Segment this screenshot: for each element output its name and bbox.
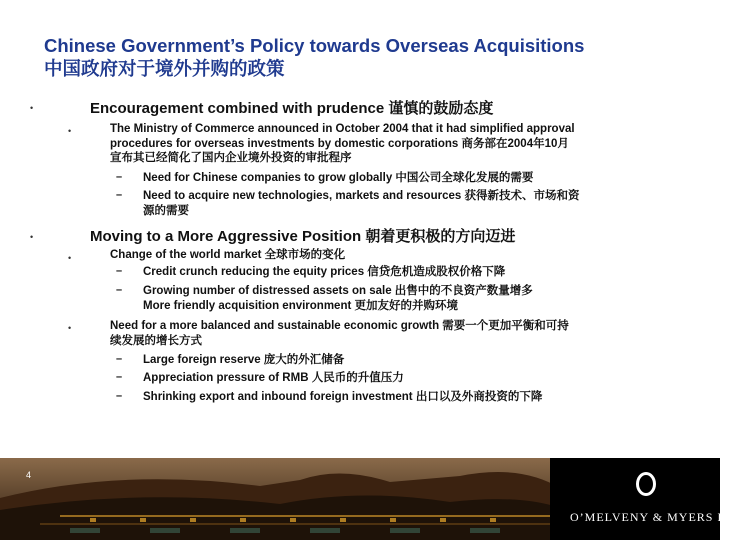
logo-ring-icon [636,472,656,496]
bullet-icon: • [68,253,72,263]
title-chinese: 中国政府对于境外并购的政策 [44,58,285,79]
text-line: 续发展的增长方式 [110,334,202,347]
section1-item1 [110,122,685,166]
bullet-icon: • [30,103,34,113]
section2-item2 [110,319,685,348]
section1-heading: Encouragement combined with prudence 谨慎的鼓励态度 [90,100,494,117]
bullet-icon: • [30,232,34,242]
logo [550,458,742,540]
section2-item1: Change of the world market 全球市场的变化 [110,249,346,261]
section2-item2-sub3: Shrinking export and inbound foreign investment 出口以及外商投资的下降 [143,391,543,403]
bullet-icon: • [68,323,72,333]
section1-sub2 [143,189,688,218]
section2-item1-sub1: Credit crunch reducing the equity prices 信贷危机造成股权价格下降 [143,266,506,278]
text-line: Growing number of distressed assets on sale 出售中的不良资产数量增多 [143,285,533,297]
dash-icon: – [116,265,123,277]
bullet-icon: • [68,126,72,136]
dash-icon: – [116,171,123,183]
dash-icon: – [116,390,123,402]
dash-icon: – [116,371,123,383]
page-number: 4 [26,470,32,480]
dash-icon: – [116,353,123,365]
title-english: Chinese Government’s Policy towards Overseas Acquisitions [44,35,585,56]
text-line: 宣布其已经简化了国内企业境外投资的审批程序 [110,152,352,164]
slide-title [44,34,704,80]
section2-item1-sub2 [143,284,688,313]
text-line: Need for a more balanced and sustainable economic growth 需要一个更加平衡和可持 [110,320,569,332]
logo-text: O’MELVENY & MYERS LLP [570,510,742,524]
section1-sub1: Need for Chinese companies to grow globally 中国公司全球化发展的需要 [143,172,534,184]
section2-item2-sub1: Large foreign reserve 庞大的外汇储备 [143,354,345,366]
dash-icon: – [116,284,123,296]
text-line: Need to acquire new technologies, markets and resources 获得新技术、市场和资 [143,190,580,202]
text-line: 源的需要 [143,204,189,217]
dash-icon: – [116,189,123,201]
text-line: More friendly acquisition environment 更加友好的并购环境 [143,299,459,312]
text-line: The Ministry of Commerce announced in October 2004 that it had simplified approval [110,123,575,135]
text-line: procedures for overseas investments by domestic corporations 商务部在2004年10月 [110,137,569,150]
section2-item2-sub2: Appreciation pressure of RMB 人民币的升值压力 [143,372,404,384]
section2-heading: Moving to a More Aggressive Position 朝着更积极的方向迈进 [90,228,516,245]
